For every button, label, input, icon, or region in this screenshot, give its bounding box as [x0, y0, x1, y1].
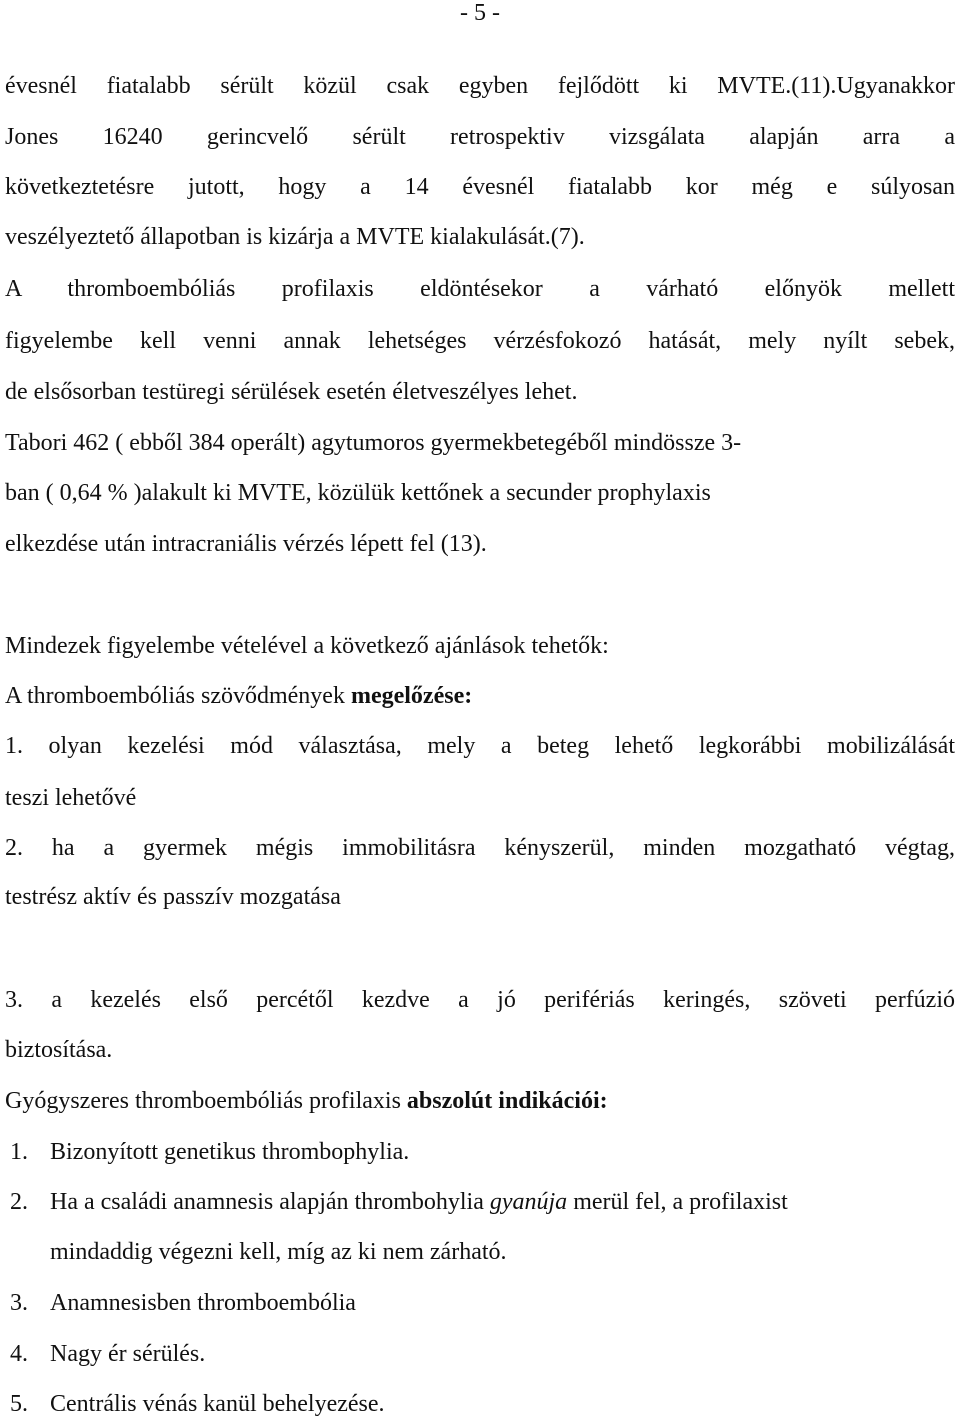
prevention-item-3-line-2: biztosítása.	[5, 1037, 113, 1063]
paragraph-2-line-2: figyelembe kell venni annak lehetséges vérzésfokozó hatását, mely nyílt sebek,	[5, 328, 955, 354]
paragraph-1-line-3: következtetésre jutott, hogy a 14 évesnél fiatalabb kor még e súlyosan	[5, 174, 955, 200]
indication-text: Centrális vénás kanül behelyezése.	[50, 1391, 385, 1417]
prevention-item-2-line-2: testrész aktív és passzív mozgatása	[5, 884, 341, 910]
indication-text-after: merül fel, a profilaxist	[567, 1189, 788, 1215]
prevention-item-1-line-1: 1. olyan kezelési mód választása, mely a beteg lehető legkorábbi mobilizálását	[5, 733, 955, 759]
prevention-item-2-line-1: 2. ha a gyermek mégis immobilitásra kényszerül, minden mozgatható végtag,	[5, 835, 955, 861]
prevention-item-3-line-1: 3. a kezelés első percétől kezdve a jó perifériás keringés, szöveti perfúzió	[5, 987, 955, 1013]
indications-heading-bold: abszolút indikációi:	[406, 1088, 608, 1114]
paragraph-1-line-2: Jones 16240 gerincvelő sérült retrospektiv vizsgálata alapján arra a	[5, 124, 955, 150]
indications-heading	[5, 1086, 608, 1116]
page-number: - 5 -	[460, 0, 500, 26]
indication-number: 4.	[10, 1341, 28, 1367]
paragraph-3-line-3: elkezdése után intracraniális vérzés lépett fel (13).	[5, 531, 487, 557]
indication-text: Bizonyított genetikus thrombophylia.	[50, 1139, 410, 1165]
indication-continuation: mindaddig végezni kell, míg az ki nem zárható.	[50, 1239, 507, 1265]
indication-number: 3.	[10, 1290, 28, 1316]
prevention-heading-prefix: A thromboembóliás szövődmények	[5, 683, 351, 709]
indication-number: 2.	[10, 1189, 28, 1215]
indication-number: 5.	[10, 1391, 28, 1417]
indication-text	[50, 1187, 788, 1217]
prevention-heading-bold: megelőzése:	[350, 683, 473, 709]
indication-text-italic: gyanúja	[489, 1189, 568, 1215]
indications-heading-prefix: Gyógyszeres thromboembóliás profilaxis	[5, 1088, 407, 1114]
paragraph-1-line-4: veszélyeztető állapotban is kizárja a MVTE kialakulását.(7).	[5, 224, 585, 250]
recommendations-intro: Mindezek figyelembe vételével a következő ajánlások tehetők:	[5, 633, 609, 659]
prevention-heading	[5, 681, 472, 711]
paragraph-2-line-3: de elsősorban testüregi sérülések esetén életveszélyes lehet.	[5, 379, 578, 405]
indication-text-before: Ha a családi anamnesis alapján thrombohylia	[50, 1189, 490, 1215]
paragraph-1-line-1: évesnél fiatalabb sérült közül csak egyben fejlődött ki MVTE.(11).Ugyanakkor	[5, 73, 955, 99]
indication-text: Anamnesisben thromboembólia	[50, 1290, 356, 1316]
prevention-item-1-line-2: teszi lehetővé	[5, 785, 137, 811]
paragraph-2-line-1: A thromboembóliás profilaxis eldöntésekor a várható előnyök mellett	[5, 276, 955, 302]
indication-number: 1.	[10, 1139, 28, 1165]
indication-text: Nagy ér sérülés.	[50, 1341, 206, 1367]
paragraph-3-line-1: Tabori 462 ( ebből 384 operált) agytumoros gyermekbetegéből mindössze 3-	[5, 430, 742, 456]
paragraph-3-line-2: ban ( 0,64 % )alakult ki MVTE, közülük kettőnek a secunder prophylaxis	[5, 480, 711, 506]
